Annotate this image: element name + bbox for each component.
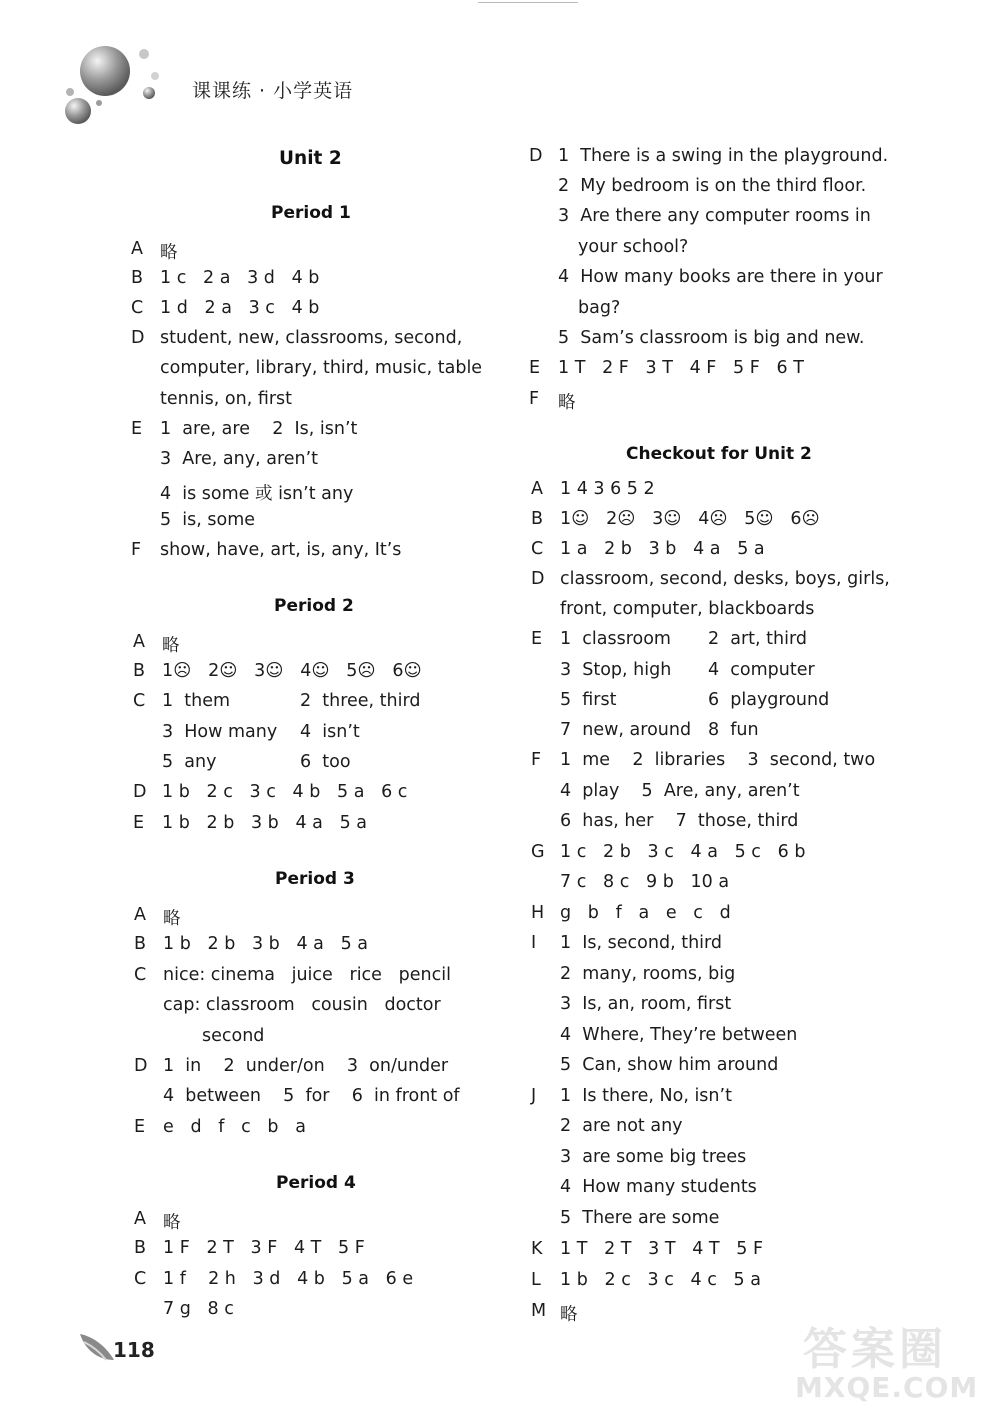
bubbles-logo-icon: [58, 38, 168, 133]
watermark: [795, 1313, 995, 1408]
unit-title: Unit 2: [279, 148, 342, 169]
book-title: 课课练 · 小学英语: [192, 80, 354, 102]
period1-title: Period 1: [271, 203, 351, 223]
watermark-url: MXQE.COM: [795, 1371, 979, 1404]
watermark-logo-text: 答案圈: [803, 1324, 947, 1375]
period2-title: Period 2: [274, 596, 354, 616]
page-number: 118: [113, 1338, 155, 1362]
period3-title: Period 3: [275, 869, 355, 889]
top-rule: [478, 2, 578, 3]
checkout-title: Checkout for Unit 2: [626, 444, 812, 464]
period4-title: Period 4: [276, 1173, 356, 1193]
leaf-corner-icon: [78, 1330, 118, 1364]
